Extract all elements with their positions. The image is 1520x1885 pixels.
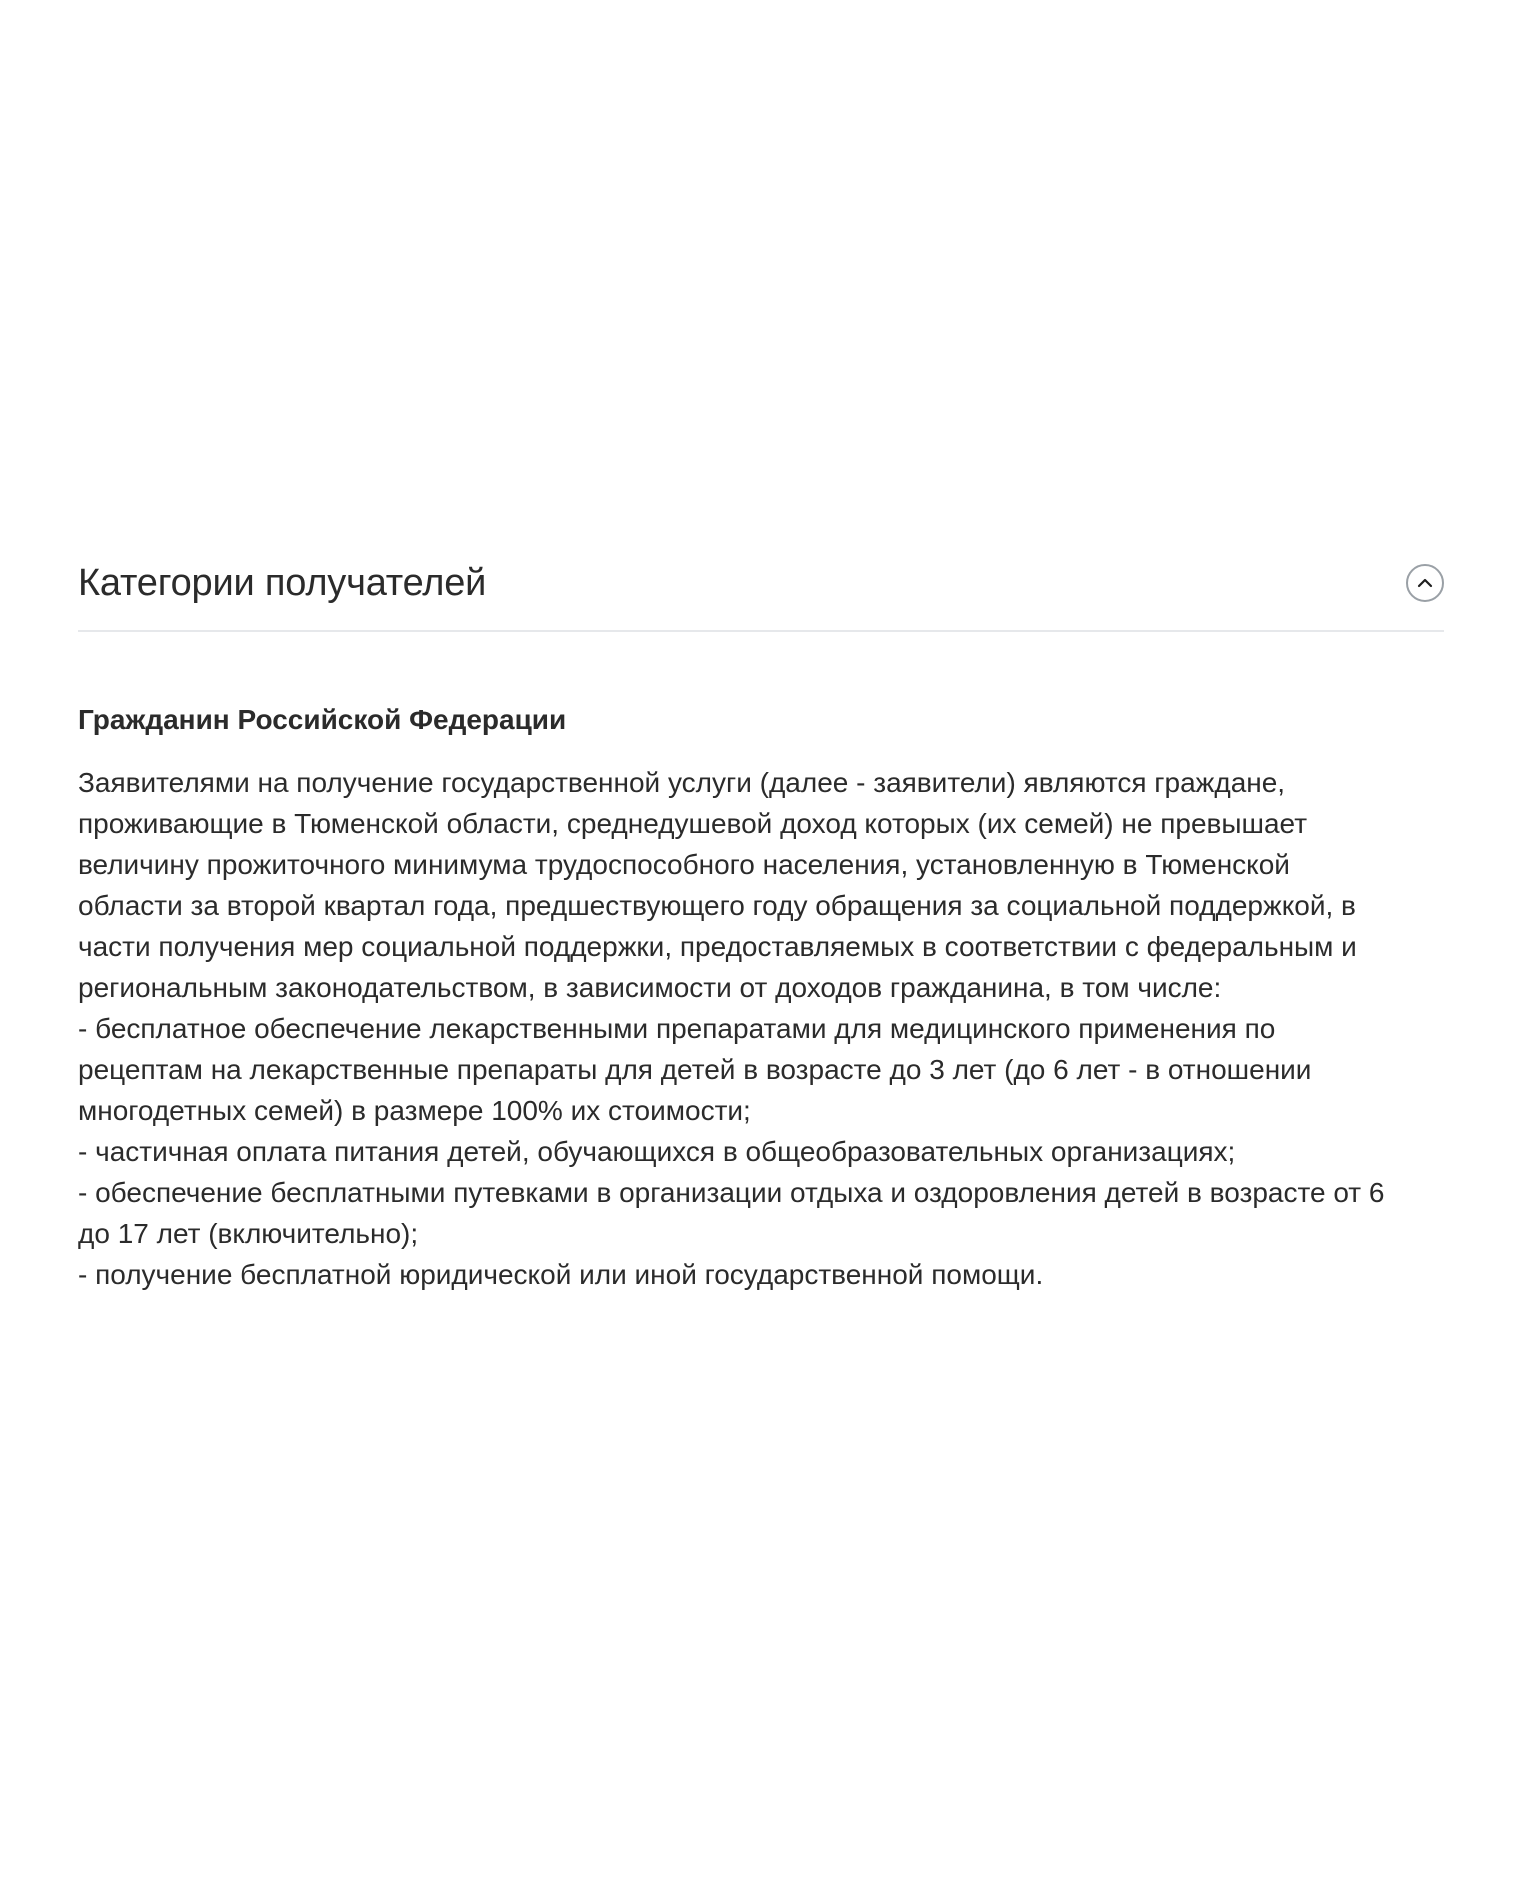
recipient-categories-section <box>78 552 1444 1295</box>
section-body <box>78 632 1444 1295</box>
description-line: - получение бесплатной юридической или иной государственной помощи. <box>78 1259 1044 1290</box>
description-line: Заявителями на получение государственной услуги (далее - заявители) являются граждане, <box>78 767 1286 798</box>
description-line: региональным законодательством, в зависимости от доходов гражданина, в том числе: <box>78 972 1222 1003</box>
description-line: до 17 лет (включительно); <box>78 1218 419 1249</box>
description-line: - бесплатное обеспечение лекарственными препаратами для медицинского применения по <box>78 1013 1276 1044</box>
description-line: - обеспечение бесплатными путевками в организации отдыха и оздоровления детей в возрасте от 6 <box>78 1177 1385 1208</box>
description-line: области за второй квартал года, предшествующего году обращения за социальной поддержкой, в <box>78 890 1356 921</box>
collapse-toggle-button[interactable] <box>1406 564 1444 602</box>
description-line: многодетных семей) в размере 100% их стоимости; <box>78 1095 751 1126</box>
description-line: рецептам на лекарственные препараты для детей в возрасте до 3 лет (до 6 лет - в отношении <box>78 1054 1312 1085</box>
description-line: проживающие в Тюменской области, среднедушевой доход которых (их семей) не превышает <box>78 808 1308 839</box>
category-description <box>78 762 1444 1295</box>
category-heading: Гражданин Российской Федерации <box>78 704 567 735</box>
description-line: - частичная оплата питания детей, обучающихся в общеобразовательных организациях; <box>78 1136 1236 1167</box>
section-title: Категории получателей <box>78 562 487 604</box>
description-line: величину прожиточного минимума трудоспособного населения, установленную в Тюменской <box>78 849 1290 880</box>
chevron-up-icon <box>1417 578 1433 588</box>
description-line: части получения мер социальной поддержки, предоставляемых в соответствии с федеральным и <box>78 931 1357 962</box>
section-header[interactable] <box>78 552 1444 632</box>
